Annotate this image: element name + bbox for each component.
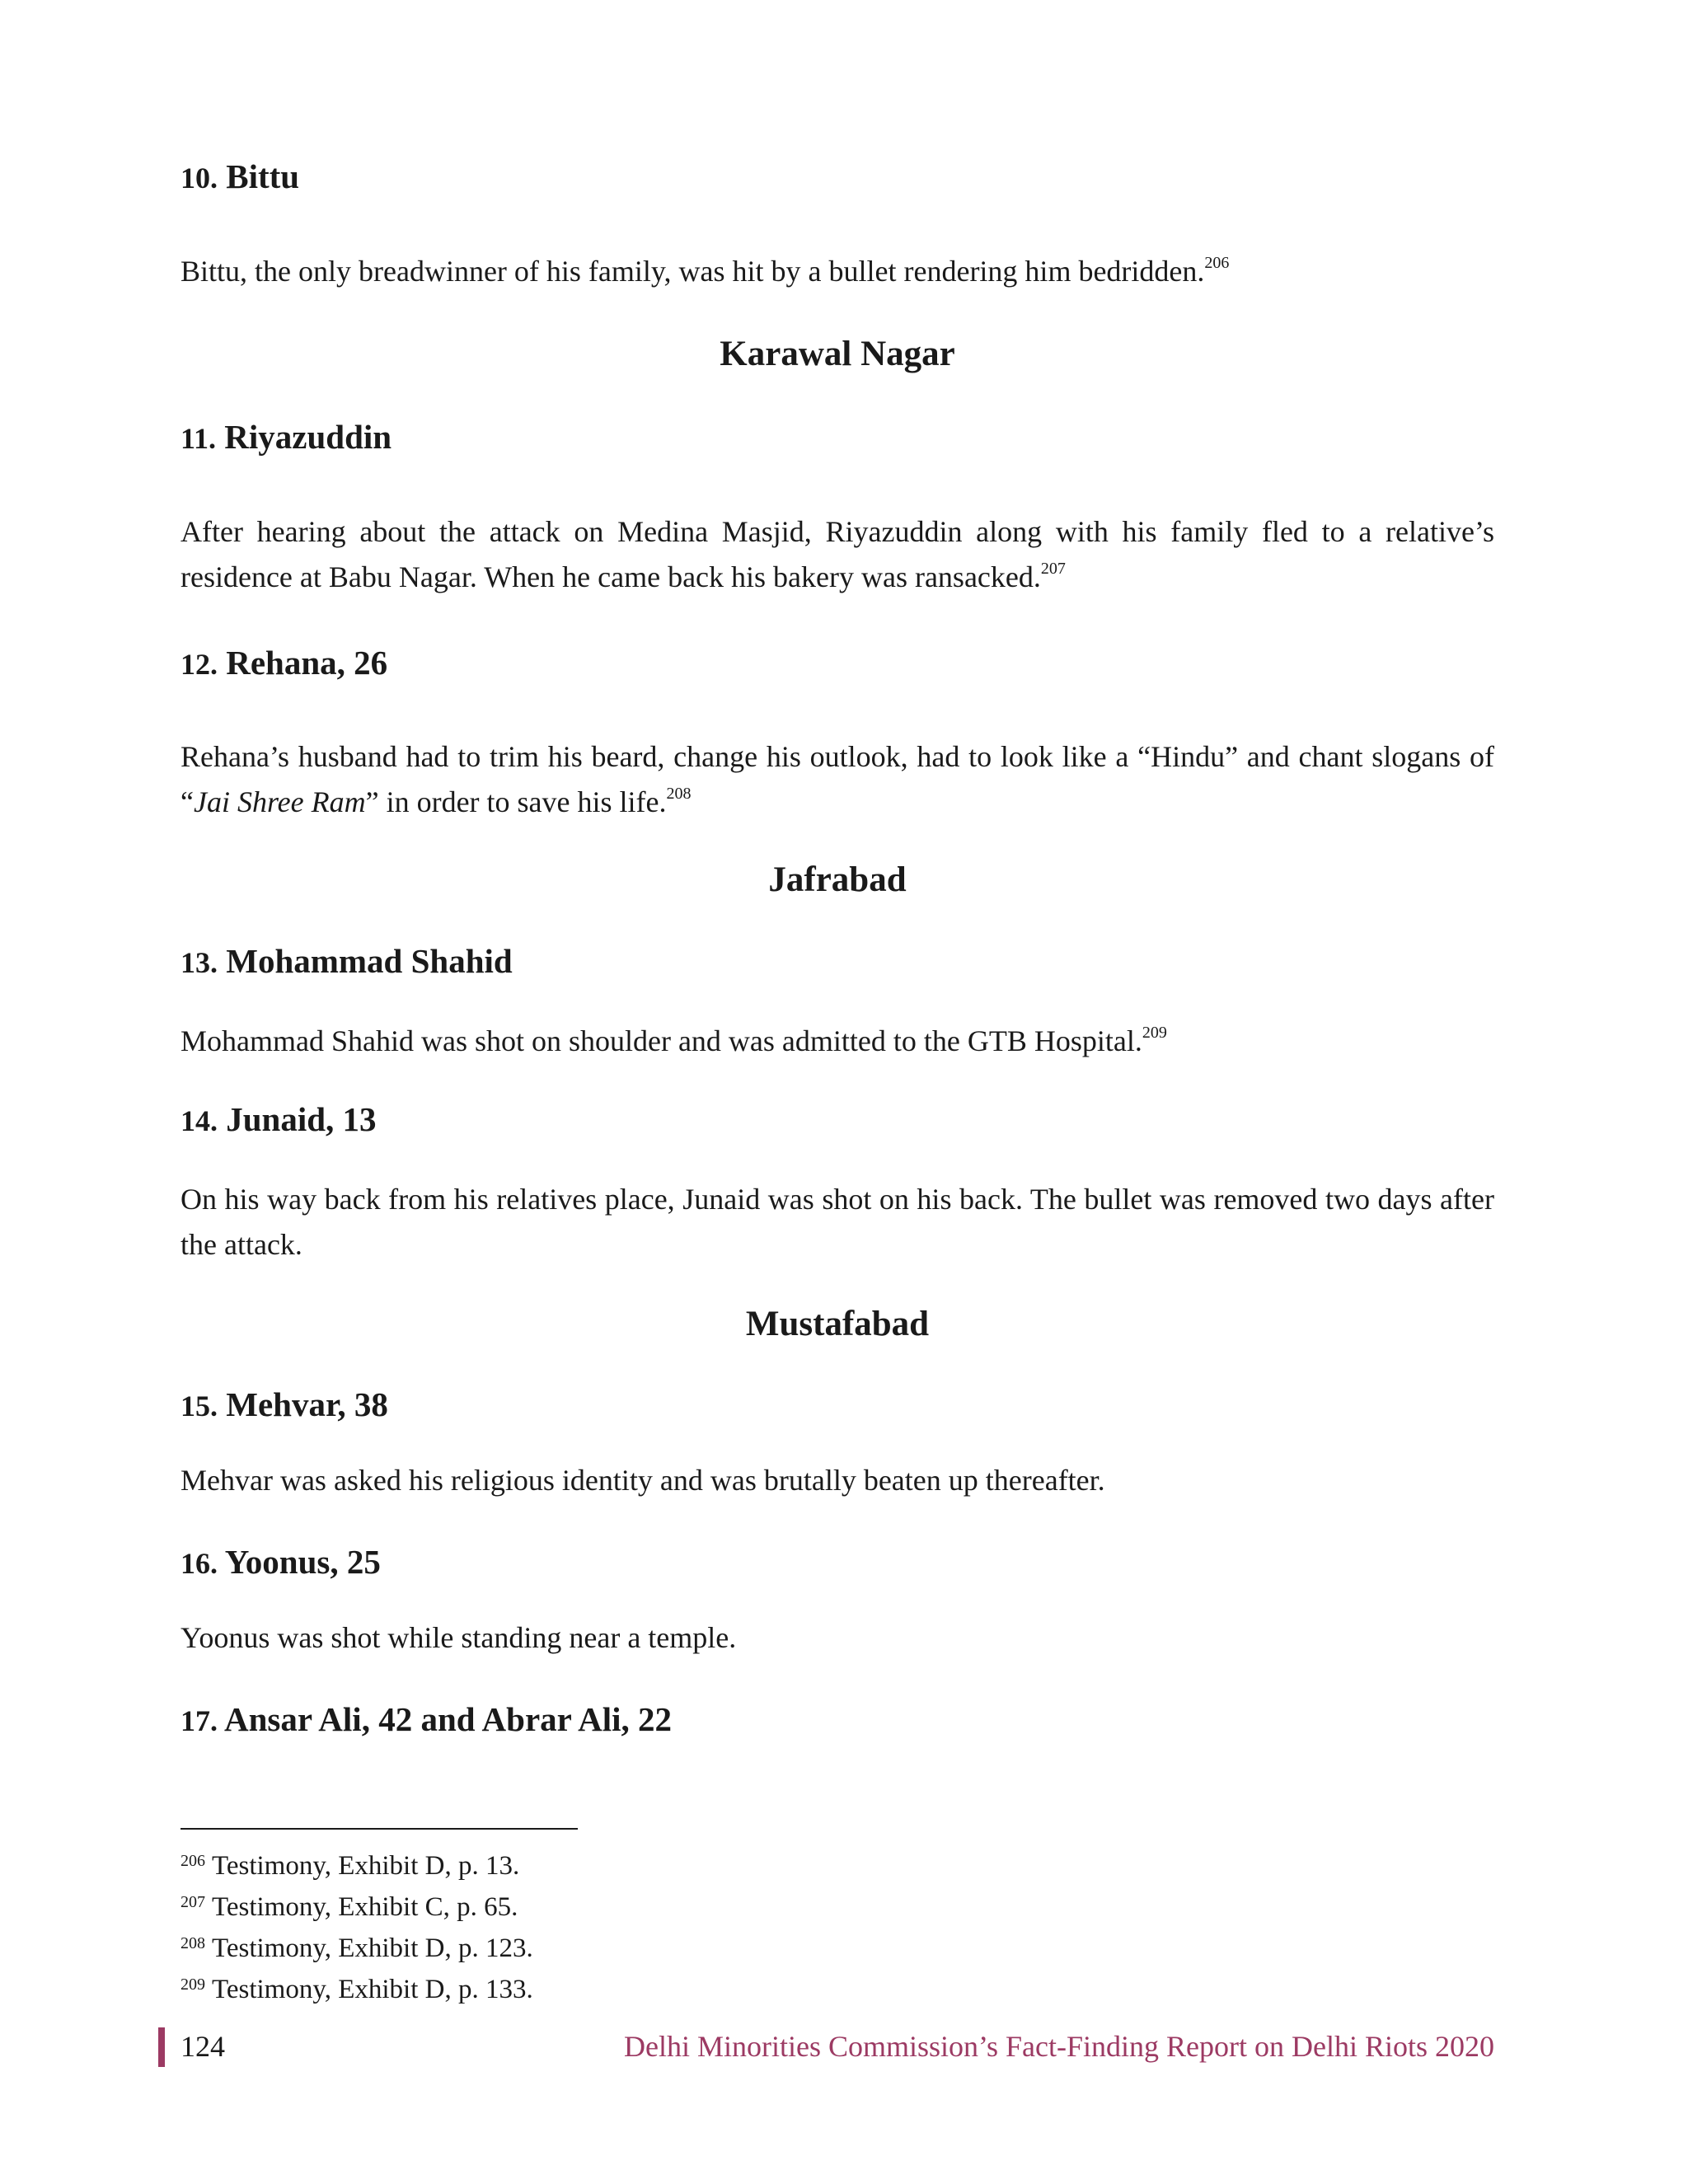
entry-number: 15. <box>181 1390 218 1422</box>
paragraph-yoonus <box>181 1615 1494 1661</box>
footnote-ref-209[interactable]: 209 <box>1142 1024 1167 1042</box>
entry-heading-junaid <box>181 1100 377 1138</box>
paragraph-bittu <box>181 249 1494 294</box>
entry-number: 14. <box>181 1104 218 1137</box>
entry-name: Yoonus, 25 <box>224 1543 381 1581</box>
footer-accent-bar <box>158 2027 165 2067</box>
footnote-divider <box>181 1828 578 1830</box>
footnote-207 <box>181 1884 922 1925</box>
footnote-ref-206[interactable]: 206 <box>1204 254 1230 272</box>
section-heading-mustafabad: Mustafabad <box>745 1305 930 1343</box>
entry-name: Bittu <box>226 157 300 195</box>
footnote-number: 208 <box>181 1934 205 1952</box>
section-heading-karawal-nagar: Karawal Nagar <box>720 335 955 373</box>
entry-number: 12. <box>181 648 218 681</box>
entry-name: Rehana, 26 <box>226 644 388 682</box>
entry-number: 11. <box>181 422 217 455</box>
paragraph-text: Rehana’s husband had to trim his beard, change his outlook, had to look like a “Hindu” and chant slogans of “ <box>181 740 1494 818</box>
paragraph-text: Mohammad Shahid was shot on shoulder and was admitted to the GTB Hospital. <box>181 1024 1142 1057</box>
entry-name: Mehvar, 38 <box>226 1385 388 1423</box>
footnote-209 <box>181 1966 922 2008</box>
section-heading-jafrabad: Jafrabad <box>768 860 907 899</box>
entry-heading-ansar-abrar-ali <box>181 1700 672 1738</box>
paragraph-text: Yoonus was shot while standing near a temple. <box>181 1621 737 1654</box>
footnote-ref-207[interactable]: 207 <box>1040 560 1066 578</box>
footnotes <box>181 1843 922 2008</box>
entry-name: Junaid, 13 <box>226 1100 377 1138</box>
footnote-208 <box>181 1925 922 1966</box>
page-number: 124 <box>181 2030 225 2063</box>
entry-heading-riyazuddin <box>181 420 392 454</box>
italic-phrase: Jai Shree Ram <box>193 785 366 818</box>
entry-heading-yoonus <box>181 1545 381 1579</box>
entry-name: Mohammad Shahid <box>226 942 513 980</box>
footnote-text: Testimony, Exhibit D, p. 13. <box>212 1851 520 1881</box>
paragraph-text: Bittu, the only breadwinner of his family, was hit by a bullet rendering him bedridden. <box>181 255 1205 288</box>
entry-heading-mehvar <box>181 1385 388 1423</box>
entry-name: Riyazuddin <box>224 418 392 456</box>
footnote-text: Testimony, Exhibit D, p. 133. <box>212 1975 533 2004</box>
footnote-number: 206 <box>181 1852 205 1870</box>
footnote-number: 207 <box>181 1893 205 1911</box>
paragraph-text: ” in order to save his life. <box>365 785 667 818</box>
footnote-text: Testimony, Exhibit D, p. 123. <box>212 1933 533 1963</box>
paragraph-mohammad-shahid <box>181 1019 1494 1064</box>
entry-name: Ansar Ali, 42 and Abrar Ali, 22 <box>224 1700 672 1738</box>
entry-heading-rehana <box>181 646 387 680</box>
entry-number: 17. <box>181 1704 218 1737</box>
footnote-text: Testimony, Exhibit C, p. 65. <box>212 1892 518 1922</box>
paragraph-riyazuddin <box>181 509 1494 600</box>
footnote-206 <box>181 1843 922 1884</box>
paragraph-rehana <box>181 734 1494 825</box>
paragraph-text: Mehvar was asked his religious identity and was brutally beaten up thereafter. <box>181 1464 1105 1497</box>
running-footer-title: Delhi Minorities Commission’s Fact-Finding Report on Delhi Riots 2020 <box>623 2030 1494 2063</box>
paragraph-mehvar <box>181 1458 1494 1503</box>
entry-heading-mohammad-shahid <box>181 944 513 978</box>
footnote-number: 209 <box>181 1975 205 1994</box>
footnote-ref-208[interactable]: 208 <box>666 785 692 803</box>
paragraph-junaid <box>181 1177 1494 1268</box>
paragraph-text: On his way back from his relatives place, Junaid was shot on his back. The bullet was removed two days after the attack. <box>181 1183 1494 1261</box>
entry-number: 13. <box>181 946 218 979</box>
entry-number: 10. <box>181 162 218 194</box>
paragraph-text: After hearing about the attack on Medina Masjid, Riyazuddin along with his family fled to a relative’s residence at Babu Nagar. When he came back his bakery was ransacked. <box>181 515 1494 593</box>
entry-number: 16. <box>181 1547 218 1580</box>
entry-heading-bittu <box>181 157 300 195</box>
